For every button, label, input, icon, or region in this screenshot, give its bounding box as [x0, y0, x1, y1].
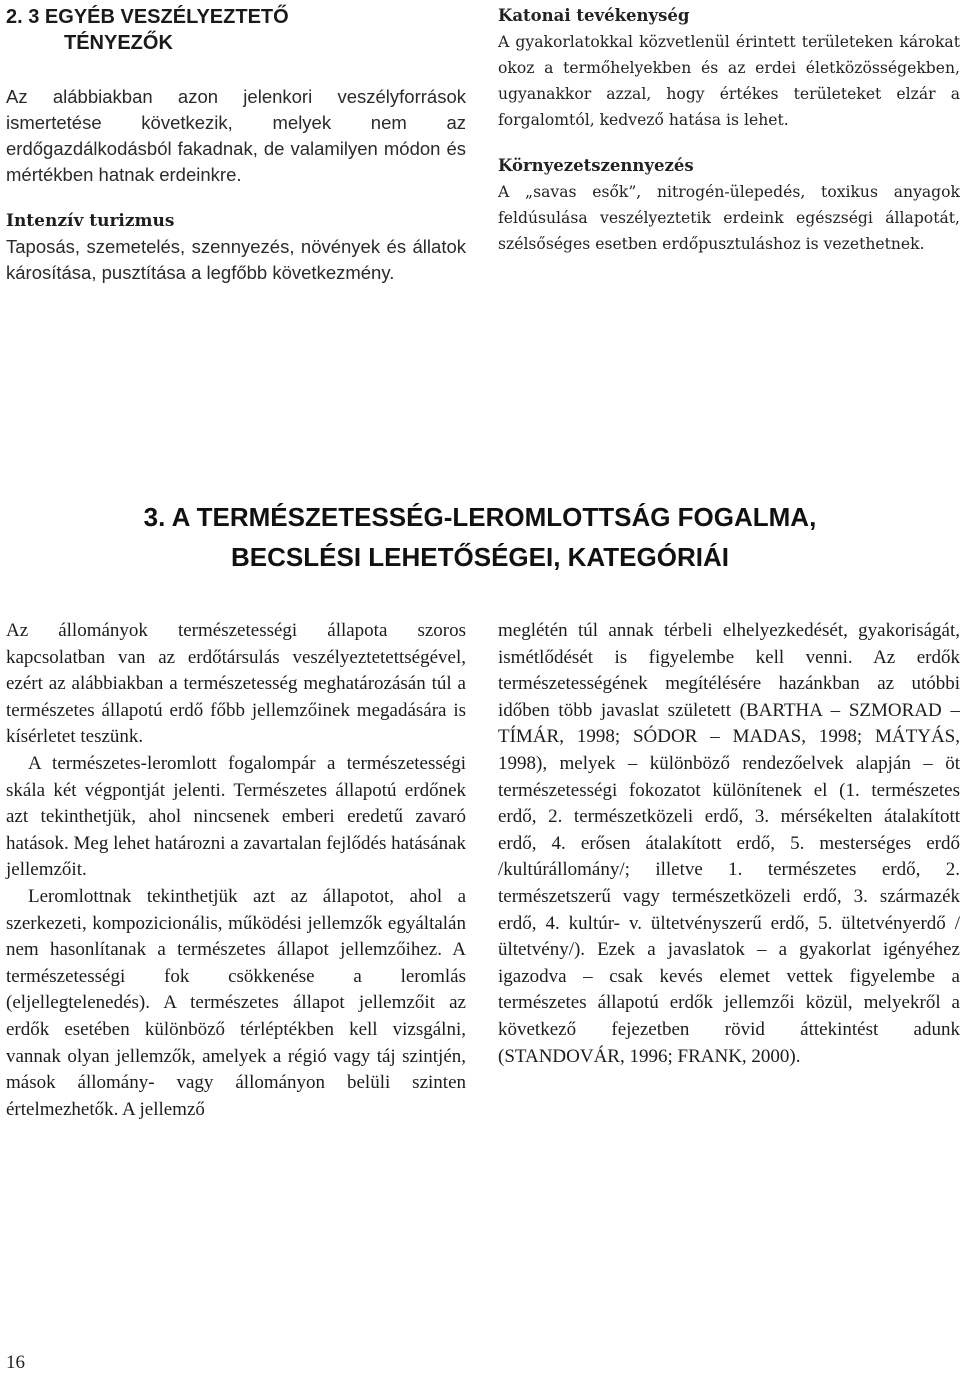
katonai-heading: Katonai tevékenység	[498, 6, 690, 25]
katonai-paragraph: A gyakorlatokkal közvetlenül érintett területeken károkat okoz a termőhelyekben és az erdei életközösségekben, ugyanakkor azzal, hogy értékes területeket elzár a forgalomtól, kedvező hatása is lehet.	[498, 33, 960, 129]
intro-paragraph: Az alábbiakban azon jelenkori veszélyforrások ismertetése következik, melyek nem az erdőgazdálkodásból fakadnak, de valamilyen módon és mértékben hatnak erdeinkre.	[6, 86, 466, 185]
chapter-heading-line1: 3. A TERMÉSZETESSÉG-LEROMLOTTSÁG FOGALMA,	[143, 502, 817, 532]
turizmus-heading: Intenzív turizmus	[6, 211, 175, 231]
chapter-heading	[0, 497, 960, 577]
body-paragraph-2: A természetes-leromlott fogalompár a természetességi skála két végpontját jelenti. Természetes állapotú erdőnek azt tekinthetjük, ahol nincsenek emberi eredetű zavaró hatások. Meg lehet határozni a zavartalan fejlődés hatásának jellemzőit.	[6, 752, 467, 881]
page-number: 16	[6, 1352, 25, 1373]
bottom-left-column	[6, 618, 466, 1123]
section-heading-line1: 2. 3 EGYÉB VESZÉLYEZTETŐ	[6, 6, 289, 28]
body-paragraph-3: Leromlottnak tekinthetjük azt az állapotot, ahol a szerkezeti, kompozicionális, működési jellemzők egyáltalán nem hasonlítanak a természetes állapot jellemzőihez. A természetességi fok csökkenése a leromlás (eljellegtelenedés). A természetes állapot jellemzőit az erdők esetében különböző térléptékben kell vizsgálni, vannak olyan jellemzők, amelyek a régió vagy táj szintjén, mások állomány- vagy állományon belüli szinten értelmezhetők. A jellemző	[6, 885, 466, 1120]
kornyezet-heading: Környezetszennyezés	[498, 156, 694, 175]
kornyezet-paragraph: A „savas esők”, nitrogén-ülepedés, toxikus anyagok feldúsulása veszélyeztetik erdeink egészségi állapotát, szélsőséges esetben erdőpusztuláshoz is vezethetnek.	[498, 183, 960, 253]
chapter-heading-line2: BECSLÉSI LEHETŐSÉGEI, KATEGÓRIÁI	[231, 542, 729, 572]
section-heading	[6, 4, 466, 56]
body-paragraph-1: Az állományok természetességi állapota szoros kapcsolatban van az erdőtársulás veszélyeztetettségével, ezért az alábbiakban a természetesség meghatározásán túl a természetes állapotú erdő főbb jellemzőinek megadására is kísérletet teszünk.	[6, 620, 466, 748]
top-left-column	[6, 84, 466, 286]
turizmus-paragraph: Taposás, szemetelés, szennyezés, növények és állatok károsítása, pusztítása a legfőbb következmény.	[6, 236, 466, 283]
bottom-right-column	[498, 618, 960, 1070]
top-right-column	[498, 3, 960, 257]
body-paragraph-4: meglétén túl annak térbeli elhelyezkedését, gyakoriságát, ismétlődését is figyelembe kell venni. Az erdők természetességének megítélésére hazánkban az utóbbi időben több javaslat született (BARTHA – SZMORAD – TÍMÁR, 1998; SÓDOR – MADAS, 1998; MÁTYÁS, 1998), melyek – különböző rendezőelvek alapján – öt természetességi fokozatot különítenek el (1. természetes erdő, 2. természetközeli erdő, 3. mérsékelten átalakított erdő, 4. erősen átalakított erdő, 5. mesterséges erdő /kultúrállomány/; illetve 1. természetes erdő, 2. természetszerű vagy természetközeli erdő, 3. származék erdő, 4. kultúr- v. ültetvényszerű erdő, 5. ültetvényerdő /ültetvény/). Ezek a javaslatok – a gyakorlat igényéhez igazodva – csak kevés elemet vettek figyelembe a természetes állapotú erdők jellemzői közül, melyekről a következő fejezetben rövid áttekintést adunk (STANDOVÁR, 1996; FRANK, 2000).	[498, 620, 960, 1067]
section-heading-line2: TÉNYEZŐK	[64, 32, 173, 54]
